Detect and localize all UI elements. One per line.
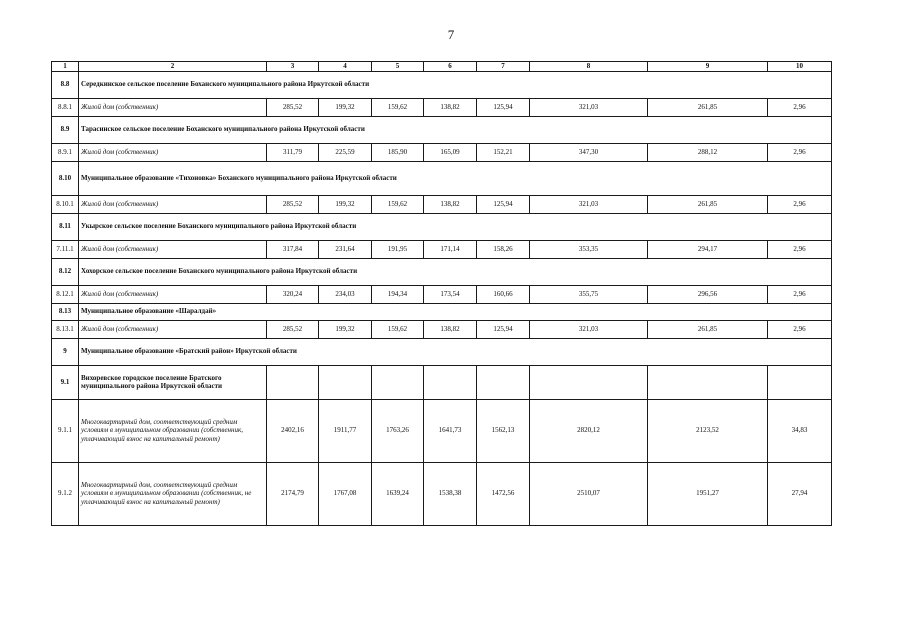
row-number: 9.1.1 [52,399,79,462]
row-number: 8.12 [52,258,79,285]
empty-cell [648,365,768,399]
value-cell: 285,52 [267,320,319,338]
value-cell: 1641,73 [424,399,477,462]
section-row [52,71,832,98]
value-cell: 296,56 [648,285,768,303]
value-cell: 159,62 [372,98,424,116]
section-row [52,258,832,285]
column-header: 6 [424,62,477,72]
value-cell: 199,32 [319,195,372,213]
housing-type: Жилой дом (собственник) [79,98,267,116]
row-number: 8.13 [52,303,79,320]
value-cell: 185,90 [372,143,424,161]
value-cell: 159,62 [372,320,424,338]
value-cell: 321,03 [530,98,648,116]
value-cell: 2,96 [768,98,832,116]
value-cell: 125,94 [477,320,530,338]
value-cell: 2,96 [768,320,832,338]
value-cell: 2,96 [768,285,832,303]
value-cell: 355,75 [530,285,648,303]
empty-cell [319,365,372,399]
row-number: 8.8 [52,71,79,98]
section-name: Укырское сельское поселение Боханского муниципального района Иркутской области [79,213,832,240]
value-cell: 194,34 [372,285,424,303]
value-cell: 311,79 [267,143,319,161]
table-row [52,98,832,116]
row-number: 9 [52,338,79,365]
column-header-row [52,62,832,72]
value-cell: 1562,13 [477,399,530,462]
value-cell: 2123,52 [648,399,768,462]
empty-cell [530,365,648,399]
value-cell: 1763,26 [372,399,424,462]
value-cell: 125,94 [477,195,530,213]
column-header: 7 [477,62,530,72]
value-cell: 138,82 [424,320,477,338]
value-cell: 2,96 [768,240,832,258]
column-header: 8 [530,62,648,72]
value-cell: 173,54 [424,285,477,303]
value-cell: 294,17 [648,240,768,258]
row-number: 7.11.1 [52,240,79,258]
value-cell: 1538,38 [424,462,477,525]
housing-type: Жилой дом (собственник) [79,195,267,213]
section-name: Вихоревское городское поселение Братского муниципального района Иркутской области [79,365,267,399]
value-cell: 158,26 [477,240,530,258]
value-cell: 1472,56 [477,462,530,525]
tariff-table [51,61,832,526]
value-cell: 261,85 [648,195,768,213]
column-header: 5 [372,62,424,72]
column-header: 2 [79,62,267,72]
section-name: Середкинское сельское поселение Боханского муниципального района Иркутской области [79,71,832,98]
empty-cell [477,365,530,399]
empty-cell [372,365,424,399]
value-cell: 261,85 [648,98,768,116]
table-row [52,195,832,213]
value-cell: 261,85 [648,320,768,338]
section-row [52,116,832,143]
value-cell: 2820,12 [530,399,648,462]
value-cell: 138,82 [424,195,477,213]
value-cell: 27,94 [768,462,832,525]
value-cell: 347,30 [530,143,648,161]
table-row [52,320,832,338]
value-cell: 125,94 [477,98,530,116]
column-header: 3 [267,62,319,72]
value-cell: 171,14 [424,240,477,258]
column-header: 4 [319,62,372,72]
row-number: 8.10.1 [52,195,79,213]
value-cell: 199,32 [319,320,372,338]
page-number: 7 [447,27,455,42]
value-cell: 321,03 [530,320,648,338]
row-number: 8.9 [52,116,79,143]
row-number: 8.13.1 [52,320,79,338]
column-header: 9 [648,62,768,72]
section-row [52,161,832,195]
value-cell: 2174,79 [267,462,319,525]
column-header: 10 [768,62,832,72]
value-cell: 152,21 [477,143,530,161]
housing-type: Жилой дом (собственник) [79,240,267,258]
value-cell: 138,82 [424,98,477,116]
value-cell: 231,64 [319,240,372,258]
row-number: 8.12.1 [52,285,79,303]
section-row [52,213,832,240]
table-row [52,399,832,462]
table-row [52,462,832,525]
value-cell: 234,03 [319,285,372,303]
value-cell: 1639,24 [372,462,424,525]
value-cell: 353,35 [530,240,648,258]
value-cell: 2510,07 [530,462,648,525]
row-number: 8.10 [52,161,79,195]
section-name: Тарасинское сельское поселение Боханского муниципального района Иркутской области [79,116,832,143]
value-cell: 288,12 [648,143,768,161]
value-cell: 1767,08 [319,462,372,525]
section-row [52,303,832,320]
table-row [52,240,832,258]
value-cell: 2,96 [768,143,832,161]
value-cell: 165,09 [424,143,477,161]
housing-type: Жилой дом (собственник) [79,285,267,303]
empty-cell [424,365,477,399]
value-cell: 285,52 [267,98,319,116]
value-cell: 34,83 [768,399,832,462]
value-cell: 285,52 [267,195,319,213]
value-cell: 225,59 [319,143,372,161]
value-cell: 160,66 [477,285,530,303]
housing-type: Многоквартирный дом, соответствующий средним условиям в муниципальном образовании (собственник, уплачивающий взнос на капитальный ремонт) [79,399,267,462]
value-cell: 191,95 [372,240,424,258]
table-row [52,285,832,303]
column-header: 1 [52,62,79,72]
section-name: Муниципальное образование «Шаралдай» [79,303,832,320]
row-number: 8.9.1 [52,143,79,161]
value-cell: 2,96 [768,195,832,213]
value-cell: 317,84 [267,240,319,258]
value-cell: 321,03 [530,195,648,213]
row-number: 9.1 [52,365,79,399]
section-row [52,338,832,365]
value-cell: 1911,77 [319,399,372,462]
value-cell: 199,32 [319,98,372,116]
row-number: 9.1.2 [52,462,79,525]
section-row [52,365,832,399]
row-number: 8.11 [52,213,79,240]
empty-cell [267,365,319,399]
housing-type: Жилой дом (собственник) [79,143,267,161]
section-name: Муниципальное образование «Братский район» Иркутской области [79,338,832,365]
section-name: Хохорское сельское поселение Боханского муниципального района Иркутской области [79,258,832,285]
value-cell: 2402,16 [267,399,319,462]
table-row [52,143,832,161]
value-cell: 159,62 [372,195,424,213]
housing-type: Жилой дом (собственник) [79,320,267,338]
row-number: 8.8.1 [52,98,79,116]
empty-cell [768,365,832,399]
section-name: Муниципальное образование «Тихоновка» Боханского муниципального района Иркутской области [79,161,832,195]
value-cell: 320,24 [267,285,319,303]
value-cell: 1951,27 [648,462,768,525]
housing-type: Многоквартирный дом, соответствующий средним условиям в муниципальном образовании (собственник, не уплачивающий взнос на капитальный ремонт) [79,462,267,525]
